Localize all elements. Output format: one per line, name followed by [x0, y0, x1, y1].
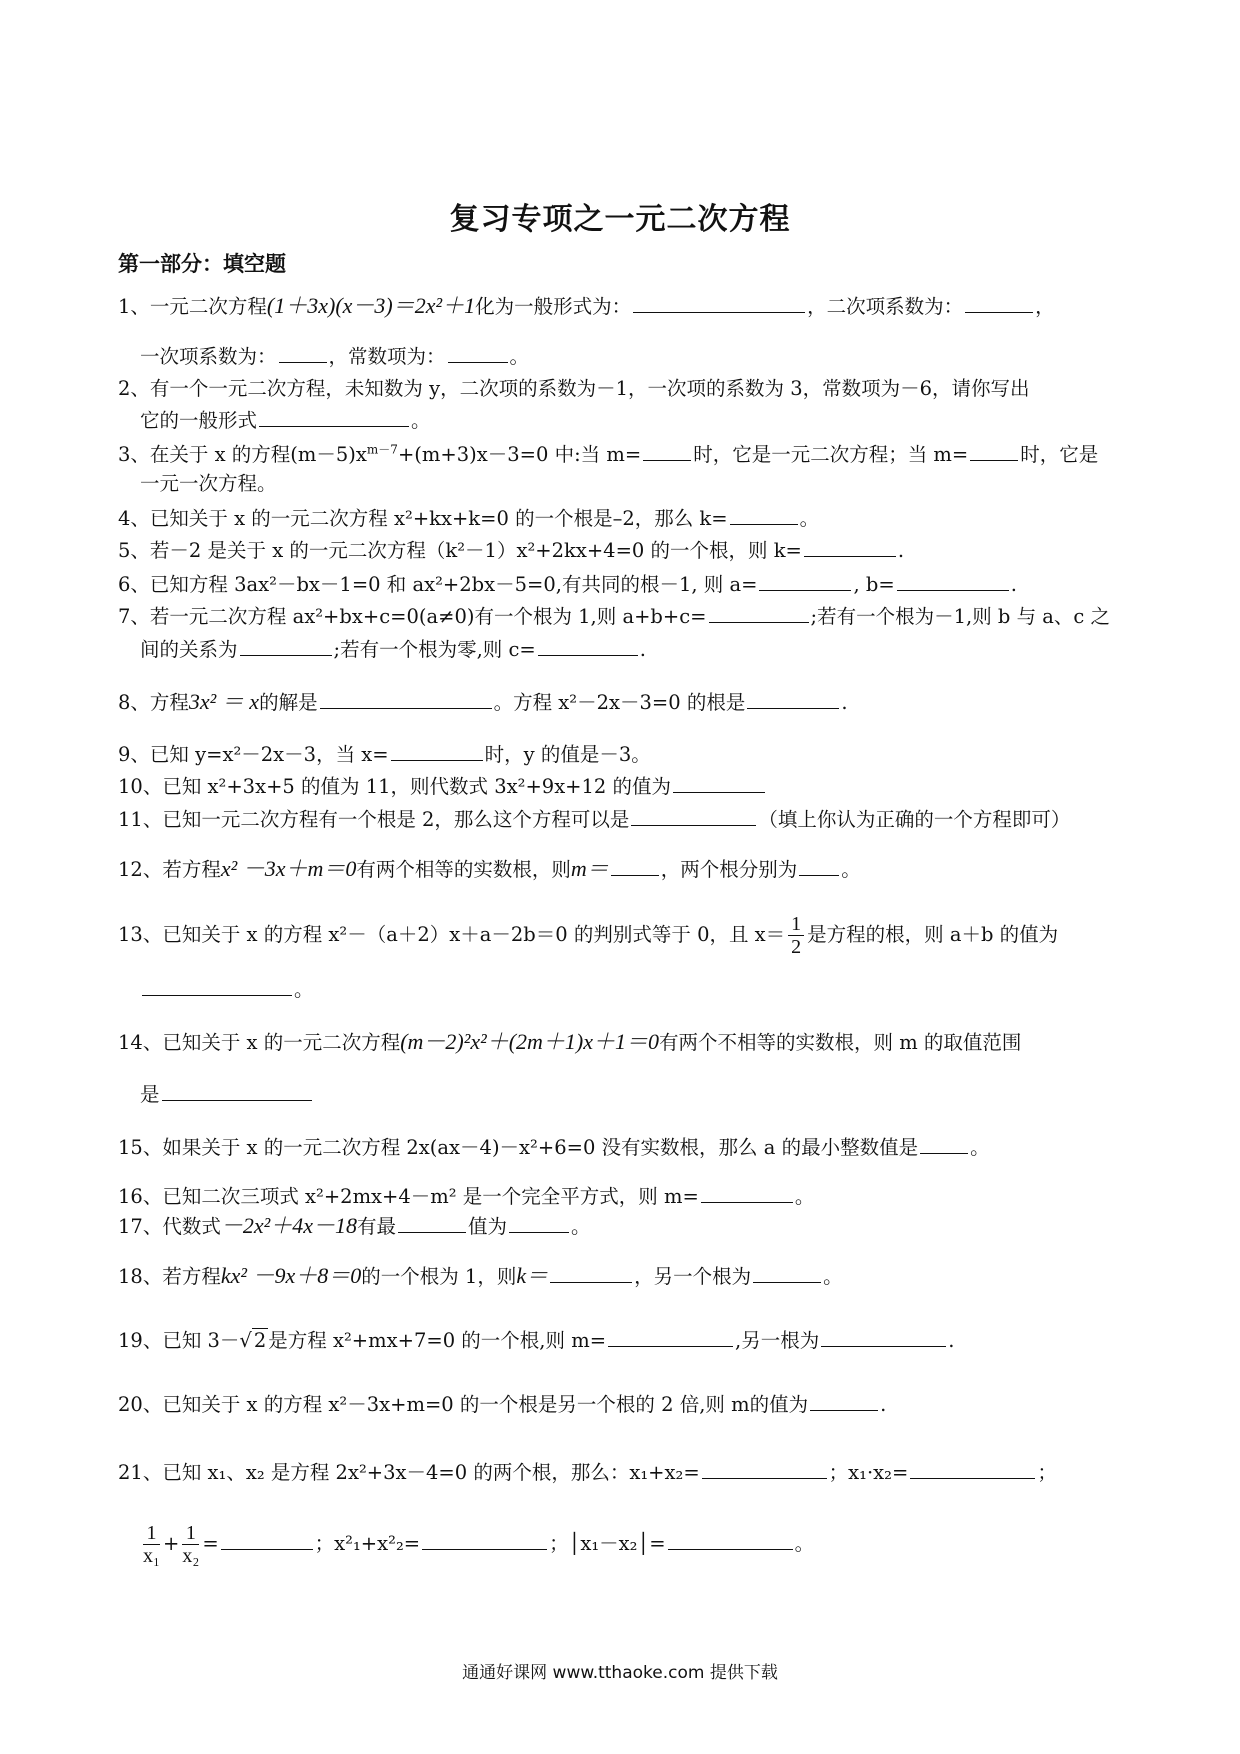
question-text: 。	[970, 1136, 990, 1159]
answer-blank[interactable]	[804, 536, 896, 557]
answer-blank[interactable]	[448, 342, 508, 363]
question-text: 一次项系数为：	[140, 345, 277, 368]
fraction-denominator: x₁	[143, 1545, 160, 1567]
question-6	[118, 570, 1122, 599]
question-text: 时，它是一元二次方程；当 m=	[693, 443, 969, 466]
answer-blank[interactable]	[759, 570, 851, 591]
question-text: 。	[841, 858, 861, 881]
answer-blank[interactable]	[538, 635, 638, 656]
equation: (1＋3x)(x－3)＝2x²＋1	[266, 293, 476, 318]
answer-blank[interactable]	[142, 975, 292, 996]
question-9	[118, 740, 1122, 769]
question-21	[118, 1458, 1122, 1487]
question-4	[118, 504, 1122, 533]
question-text: .	[841, 691, 848, 714]
answer-blank[interactable]	[673, 772, 765, 793]
question-2	[118, 375, 1122, 403]
answer-blank[interactable]	[799, 855, 839, 876]
fraction-denominator: 2	[791, 936, 802, 958]
question-text: .	[897, 539, 905, 562]
answer-blank[interactable]	[240, 635, 332, 656]
question-text: 。方程 x²－2x－3=0 的根是	[493, 691, 746, 714]
question-20	[118, 1390, 1122, 1419]
equation: 3x² ＝ x	[188, 689, 260, 714]
equation: x² －3x＋m＝0	[220, 856, 357, 881]
question-text: ,另一根为	[735, 1329, 820, 1352]
question-text: 9、已知 y=x²－2x－3，当 x=	[118, 743, 389, 766]
answer-blank[interactable]	[398, 1212, 466, 1233]
answer-blank[interactable]	[730, 504, 798, 525]
question-text: 的一个根为 1，则	[361, 1265, 517, 1288]
question-3	[118, 440, 1122, 469]
question-text: 10、已知 x²+3x+5 的值为 11，则代数式 3x²+9x+12 的值为	[118, 775, 672, 798]
question-text: .	[1010, 573, 1017, 596]
question-19	[118, 1326, 1122, 1355]
question-text: 时，它是	[1020, 443, 1099, 466]
question-text: 的解是	[259, 691, 318, 714]
question-text: 16、已知二次三项式 x²+2mx+4－m² 是一个完全平方式，则 m=	[118, 1185, 699, 1208]
question-7	[118, 602, 1122, 631]
answer-blank[interactable]	[643, 440, 691, 461]
question-11	[118, 805, 1122, 834]
equation: －2x²＋4x－18	[220, 1213, 357, 1238]
question-text: 它的一般形式	[140, 409, 258, 432]
question-18	[118, 1262, 1122, 1291]
question-1	[118, 292, 1122, 321]
question-text: ，二次项系数为：	[807, 295, 964, 318]
question-text: 17、代数式	[118, 1215, 221, 1238]
question-14	[118, 1028, 1122, 1057]
question-text: 。	[571, 1215, 591, 1238]
question-text: 15、如果关于 x 的一元二次方程 2x(ax－4)－x²+6=0 没有实数根，那么 a 的最小整数值是	[118, 1136, 919, 1159]
answer-blank[interactable]	[965, 292, 1033, 313]
answer-blank[interactable]	[391, 740, 483, 761]
answer-blank[interactable]	[279, 342, 327, 363]
question-text: 有最	[356, 1215, 396, 1238]
page-footer: 通通好课网 www.tthaoke.com 提供下载	[462, 1663, 778, 1683]
question-text: 6、已知方程 3ax²－bx－1=0 和 ax²+2bx－5=0,有共同的根－1, 则 a=	[118, 573, 758, 596]
question-text: 。	[823, 1265, 843, 1288]
equation: kx² －9x＋8＝0	[220, 1263, 362, 1288]
equation: (m－2)²x²＋(2m＋1)x＋1＝0	[400, 1029, 660, 1054]
question-text: 8、方程	[118, 691, 189, 714]
question-text: 11、已知一元二次方程有一个根是 2，那么这个方程可以是	[118, 808, 630, 831]
answer-blank[interactable]	[320, 688, 492, 709]
question-text: 。	[411, 409, 431, 432]
question-text: ;若有一个根为零,则 c=	[333, 638, 536, 661]
fraction	[788, 913, 804, 958]
question-text: ;若有一个根为－1,则 b 与 a、c 之	[810, 605, 1111, 628]
answer-blank[interactable]	[709, 602, 809, 623]
answer-blank[interactable]	[810, 1390, 878, 1411]
question-text: ，另一个根为	[634, 1265, 752, 1288]
question-text: 13、已知关于 x 的方程 x²－（a＋2）x＋a－2b＝0 的判别式等于 0，且 x＝	[118, 923, 786, 946]
question-12	[118, 855, 1122, 884]
question-2-cont	[140, 406, 1122, 435]
answer-blank[interactable]	[753, 1262, 821, 1283]
question-8	[118, 688, 1122, 717]
answer-blank[interactable]	[920, 1133, 968, 1154]
answer-blank[interactable]	[701, 1182, 793, 1203]
fraction	[182, 1522, 199, 1567]
question-text: .	[948, 1329, 955, 1352]
question-text: 。	[794, 1185, 815, 1208]
answer-blank[interactable]	[631, 805, 756, 826]
answer-blank[interactable]	[970, 440, 1018, 461]
question-text: .	[639, 638, 646, 661]
answer-blank[interactable]	[422, 1529, 547, 1550]
question-text: 14、已知关于 x 的一元二次方程	[118, 1031, 401, 1054]
question-text: 18、若方程	[118, 1265, 221, 1288]
question-text: 。	[509, 345, 530, 368]
question-text: .	[880, 1393, 887, 1416]
question-3-cont	[140, 470, 1122, 498]
question-text: 3、在关于 x 的方程(m－5)x	[118, 443, 367, 466]
question-21-cont	[140, 1514, 1122, 1574]
answer-blank[interactable]	[608, 1326, 733, 1347]
question-1-cont	[140, 342, 1122, 371]
question-13-cont	[140, 975, 1122, 1004]
question-text: , b=	[853, 573, 895, 596]
question-15	[118, 1133, 1122, 1162]
question-text: ；│x₁－x₂│=	[549, 1532, 666, 1555]
question-7-cont	[140, 635, 1122, 664]
question-text: 7、若一元二次方程 ax²+bx+c=0(a≠0)有一个根为 1,则 a+b+c=	[118, 605, 707, 628]
question-text: 19、已知 3－	[118, 1329, 240, 1352]
question-text: （填上你认为正确的一个方程即可）	[758, 808, 1071, 831]
fraction	[143, 1522, 160, 1567]
sqrt-symbol: √	[239, 1329, 252, 1352]
question-text: 是方程的根，则 a＋b 的值为	[807, 923, 1059, 946]
answer-blank[interactable]	[633, 292, 805, 313]
question-16	[118, 1182, 1122, 1211]
fraction-numerator: 1	[788, 913, 804, 936]
question-10	[118, 772, 1122, 801]
question-text: ；x²₁+x²₂=	[314, 1532, 421, 1555]
question-text: ，	[1035, 295, 1055, 318]
question-text: 是方程 x²+mx+7=0 的一个根,则 m=	[268, 1329, 607, 1352]
answer-blank[interactable]	[910, 1458, 1035, 1479]
question-text: 一元一次方程。	[140, 472, 277, 495]
question-text: 化为一般形式为：	[475, 295, 632, 318]
question-text: 有两个相等的实数根，则	[356, 858, 571, 881]
question-text: 4、已知关于 x 的一元二次方程 x²+kx+k=0 的一个根是–2，那么 k=	[118, 507, 728, 530]
question-text: 。	[799, 507, 820, 530]
question-text: 时，y 的值是－3。	[484, 743, 651, 766]
variable: k＝	[516, 1263, 549, 1288]
question-17	[118, 1212, 1122, 1241]
answer-blank[interactable]	[550, 1262, 632, 1283]
answer-blank[interactable]	[221, 1529, 313, 1550]
question-text: ；x₁·x₂=	[828, 1461, 909, 1484]
question-text: 5、若－2 是关于 x 的一元二次方程（k²－1）x²+2kx+4=0 的一个根，则 k=	[118, 539, 802, 562]
question-text: 是	[140, 1083, 160, 1106]
answer-blank[interactable]	[668, 1529, 793, 1550]
question-text: 间的关系为	[140, 638, 238, 661]
answer-blank[interactable]	[611, 855, 659, 876]
question-text: =	[202, 1532, 219, 1555]
question-text: ；	[1037, 1461, 1057, 1484]
question-5	[118, 536, 1122, 565]
fraction-numerator: 1	[143, 1522, 160, 1545]
question-text: 1、一元二次方程	[118, 295, 267, 318]
answer-blank[interactable]	[702, 1458, 827, 1479]
question-text: ，两个根分别为	[660, 858, 798, 881]
question-text: 20、已知关于 x 的方程 x²－3x+m=0 的一个根是另一个根的 2 倍,则 m的值为	[118, 1393, 809, 1416]
question-13	[118, 907, 1122, 963]
fraction-denominator: x₂	[182, 1545, 200, 1567]
answer-blank[interactable]	[821, 1326, 946, 1347]
section-heading: 第一部分：填空题	[118, 252, 286, 276]
answer-blank[interactable]	[509, 1212, 569, 1233]
question-text: 。	[294, 978, 314, 1001]
question-text: 21、已知 x₁、x₂ 是方程 2x²+3x－4=0 的两个根，那么：x₁+x₂=	[118, 1461, 700, 1484]
question-text: ，常数项为：	[328, 345, 446, 368]
exponent: m－7	[366, 442, 398, 457]
fraction-numerator: 1	[182, 1522, 199, 1545]
answer-blank[interactable]	[259, 406, 409, 427]
question-text: 值为	[467, 1215, 507, 1238]
answer-blank[interactable]	[162, 1080, 312, 1101]
radicand: 2	[253, 1329, 267, 1352]
question-text: +(m+3)x－3=0 中:当 m=	[397, 443, 642, 466]
question-14-cont	[140, 1080, 1122, 1109]
plus-sign: +	[162, 1532, 180, 1555]
page-title: 复习专项之一元二次方程	[449, 202, 791, 237]
answer-blank[interactable]	[897, 570, 1009, 591]
variable: m＝	[570, 856, 609, 881]
answer-blank[interactable]	[747, 688, 839, 709]
question-text: 。	[794, 1532, 815, 1555]
question-text: 有两个不相等的实数根，则 m 的取值范围	[659, 1031, 1022, 1054]
question-text: 2、有一个一元二次方程，未知数为 y，二次项的系数为－1，一次项的系数为 3，常数项为－6，请你写出	[118, 377, 1030, 400]
question-text: 12、若方程	[118, 858, 221, 881]
